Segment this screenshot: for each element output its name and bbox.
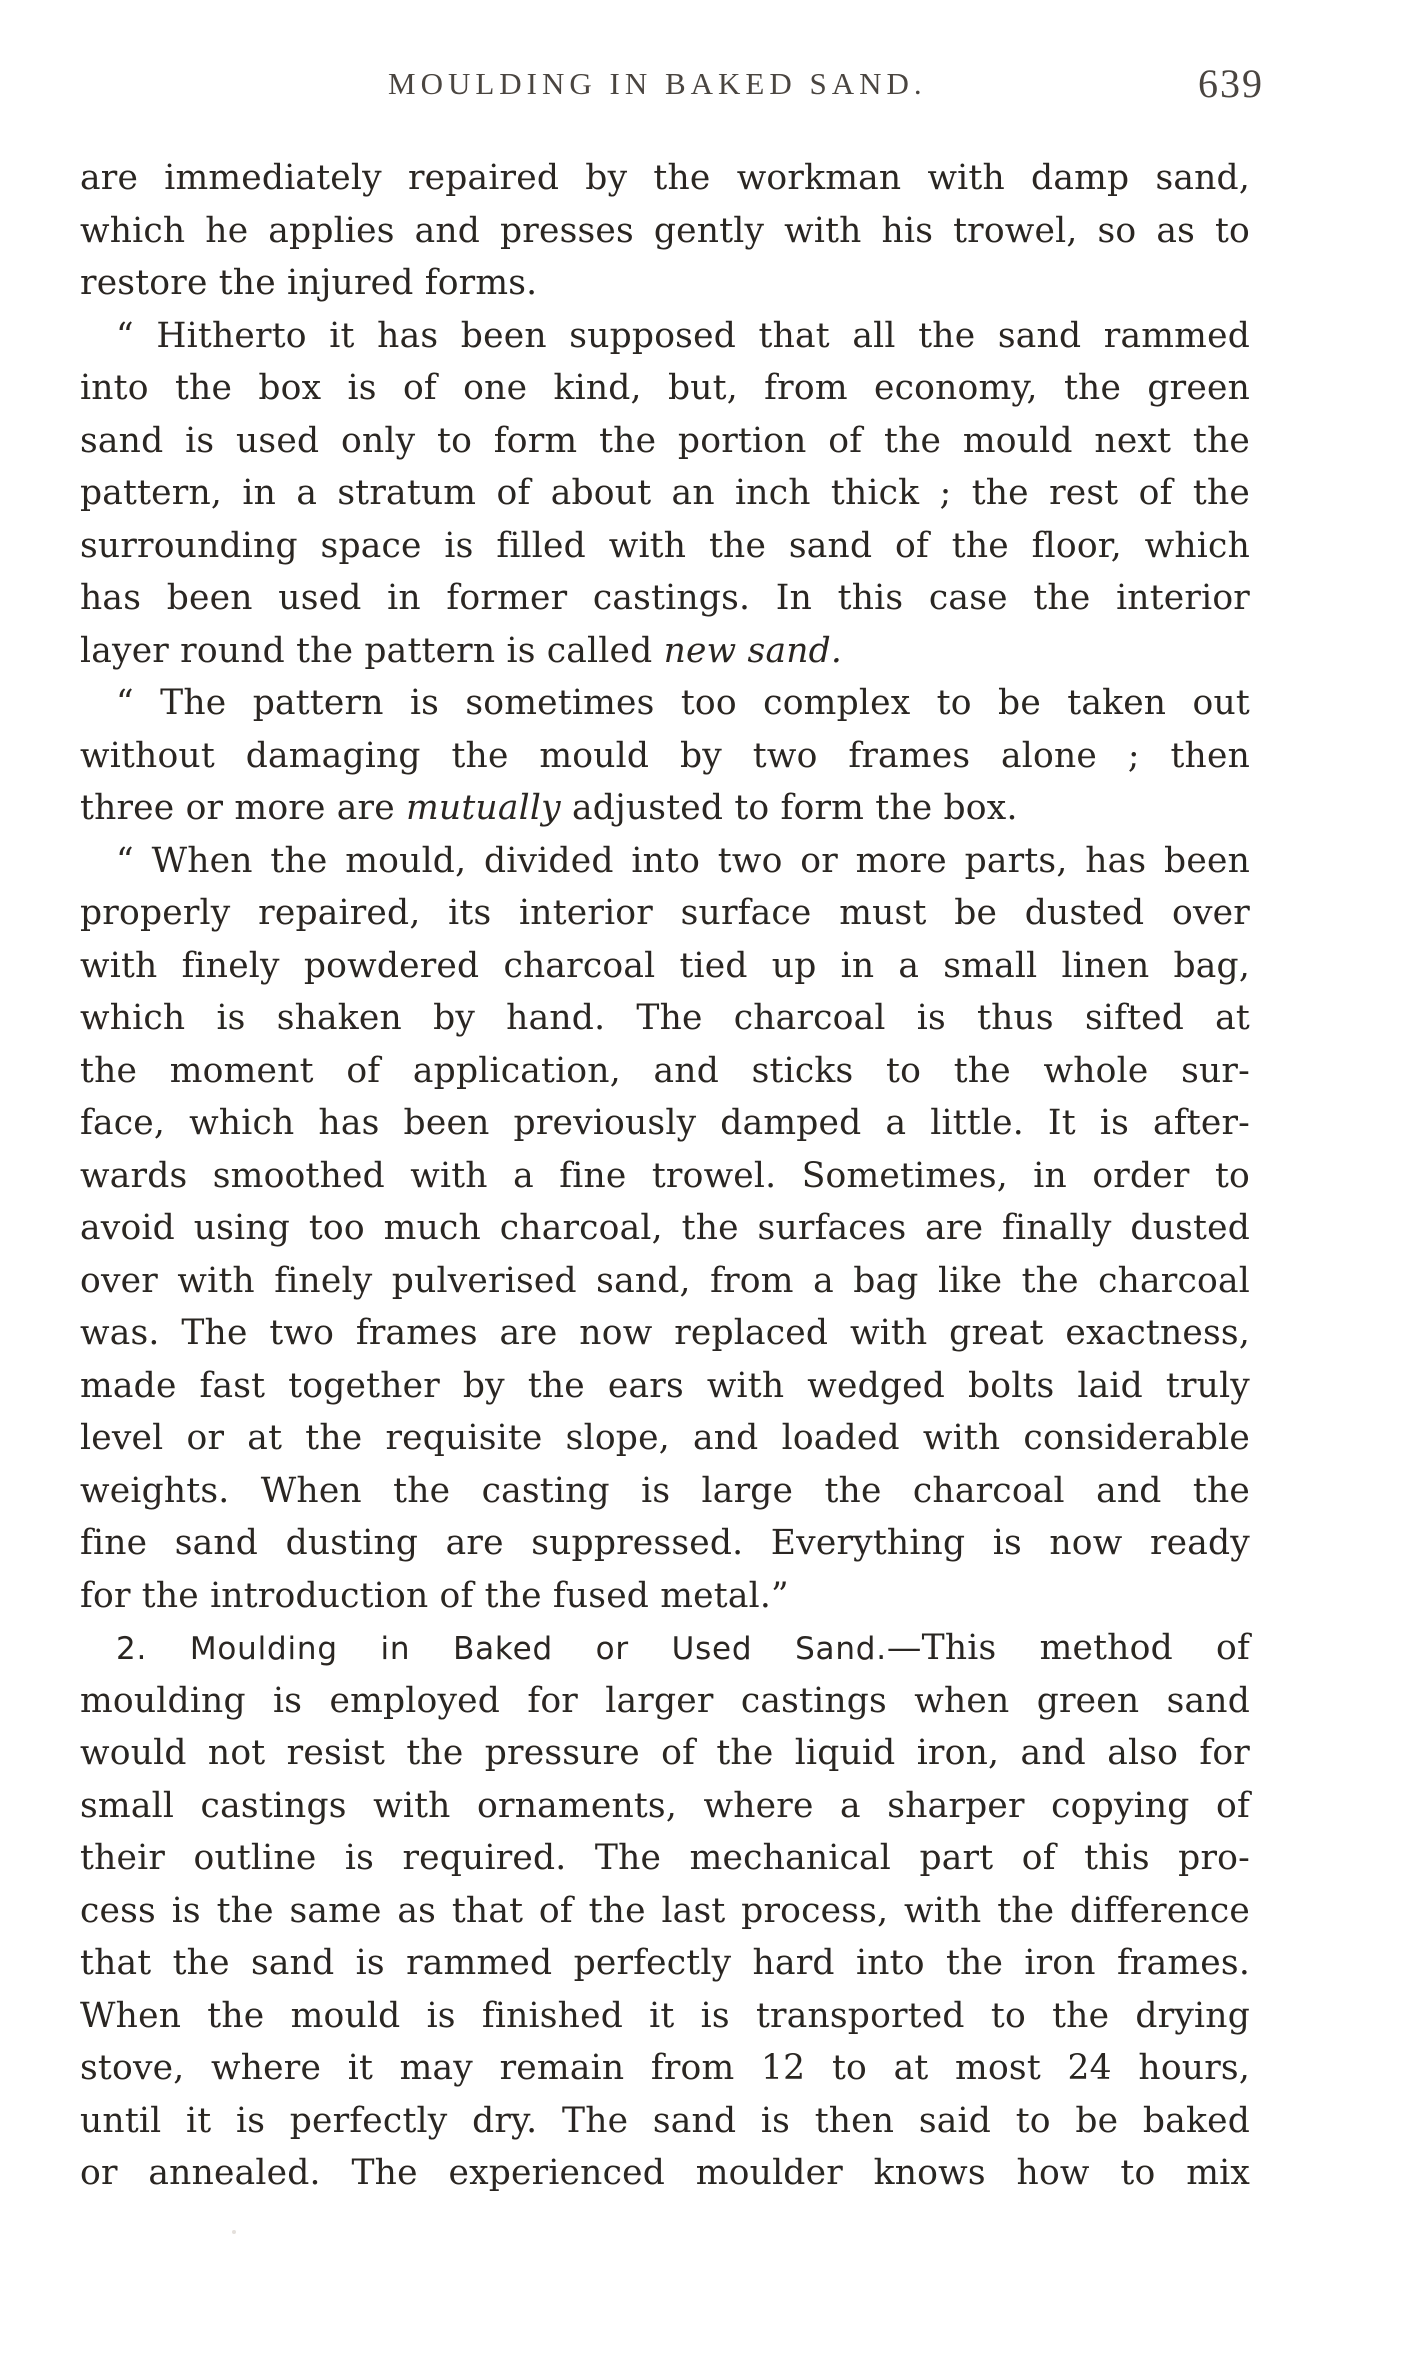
text-line: level or at the requisite slope, and loaded with considerable [80, 1418, 1250, 1458]
text-line: for the introduction of the fused metal.” [80, 1575, 789, 1616]
text-span: three or more are [80, 788, 395, 828]
text-line: “ The pattern is sometimes too complex to be taken out [116, 683, 1250, 723]
running-head-title: MOULDING IN BAKED SAND. [388, 66, 927, 101]
text-line: restore the injured forms. [80, 263, 538, 303]
text-line: made fast together by the ears with wedged bolts laid truly [80, 1365, 1250, 1406]
paper-speck [232, 2230, 236, 2234]
text-line: until it is perfectly dry. The sand is then said to be baked [80, 2100, 1250, 2141]
text-line: with finely powdered charcoal tied up in a small linen bag, [80, 945, 1250, 986]
text-line: sand is used only to form the portion of the mould next the [80, 420, 1250, 461]
text-line: over with finely pulverised sand, from a bag like the charcoal [80, 1260, 1250, 1301]
text-span: layer round the pattern is called [80, 630, 653, 671]
text-line: into the box is of one kind, but, from economy, the green [80, 368, 1250, 408]
text-line: When the mould is finished it is transported to the drying [80, 1995, 1250, 2036]
text-line: without damaging the mould by two frames alone ; then [80, 735, 1250, 776]
text-line: wards smoothed with a fine trowel. Sometimes, in order to [80, 1155, 1250, 1196]
text-line: would not resist the pressure of the liquid iron, and also for [80, 1733, 1250, 1773]
text-line: which is shaken by hand. The charcoal is thus sifted at [80, 998, 1250, 1038]
text-line: “ Hitherto it has been supposed that all the sand rammed [116, 315, 1250, 356]
section-heading-line [80, 1622, 1250, 1675]
text-line: their outline is required. The mechanical part of this pro- [80, 1838, 1250, 1878]
text-line: stove, where it may remain from 12 to at most 24 hours, [80, 2048, 1250, 2088]
text-line: fine sand dusting are suppressed. Everything is now ready [80, 1523, 1250, 1563]
text-line: that the sand is rammed perfectly hard into the iron frames. [80, 1943, 1250, 1983]
page-number: 639 [1198, 61, 1264, 106]
text-line: face, which has been previously damped a little. It is after- [80, 1103, 1250, 1143]
text-line: surrounding space is filled with the sand of the floor, which [80, 525, 1250, 566]
text-span: adjusted to form the box. [571, 788, 1018, 828]
text-line: has been used in former castings. In this case the interior [80, 578, 1250, 618]
text-line: properly repaired, its interior surface must be dusted over [80, 893, 1250, 933]
text-line: avoid using too much charcoal, the surfaces are finally dusted [80, 1208, 1250, 1248]
text-line: was. The two frames are now replaced with great exactness, [80, 1313, 1250, 1353]
italic-term: new sand. [663, 630, 843, 671]
italic-term: mutually [406, 788, 561, 828]
text-line: “ When the mould, divided into two or more parts, has been [116, 840, 1250, 881]
text-line: or annealed. The experienced moulder knows how to mix [80, 2153, 1250, 2193]
text-line: pattern, in a stratum of about an inch thick ; the rest of the [80, 473, 1250, 513]
text-line: cess is the same as that of the last process, with the difference [80, 1890, 1250, 1931]
text-span: —This method of [886, 1628, 1250, 1668]
section-heading: 2. Moulding in Baked or Used Sand. [116, 1631, 887, 1667]
text-line: are immediately repaired by the workman with damp sand, [80, 158, 1250, 198]
text-line: which he applies and presses gently with his trowel, so as to [80, 210, 1250, 251]
text-line: moulding is employed for larger castings when green sand [80, 1680, 1250, 1721]
text-line: weights. When the casting is large the charcoal and the [80, 1470, 1250, 1511]
body-text [80, 152, 1250, 2200]
text-line [80, 782, 1250, 835]
text-line: the moment of application, and sticks to the whole sur- [80, 1050, 1250, 1091]
text-line [80, 625, 1250, 678]
text-line: small castings with ornaments, where a sharper copying of [80, 1785, 1250, 1826]
